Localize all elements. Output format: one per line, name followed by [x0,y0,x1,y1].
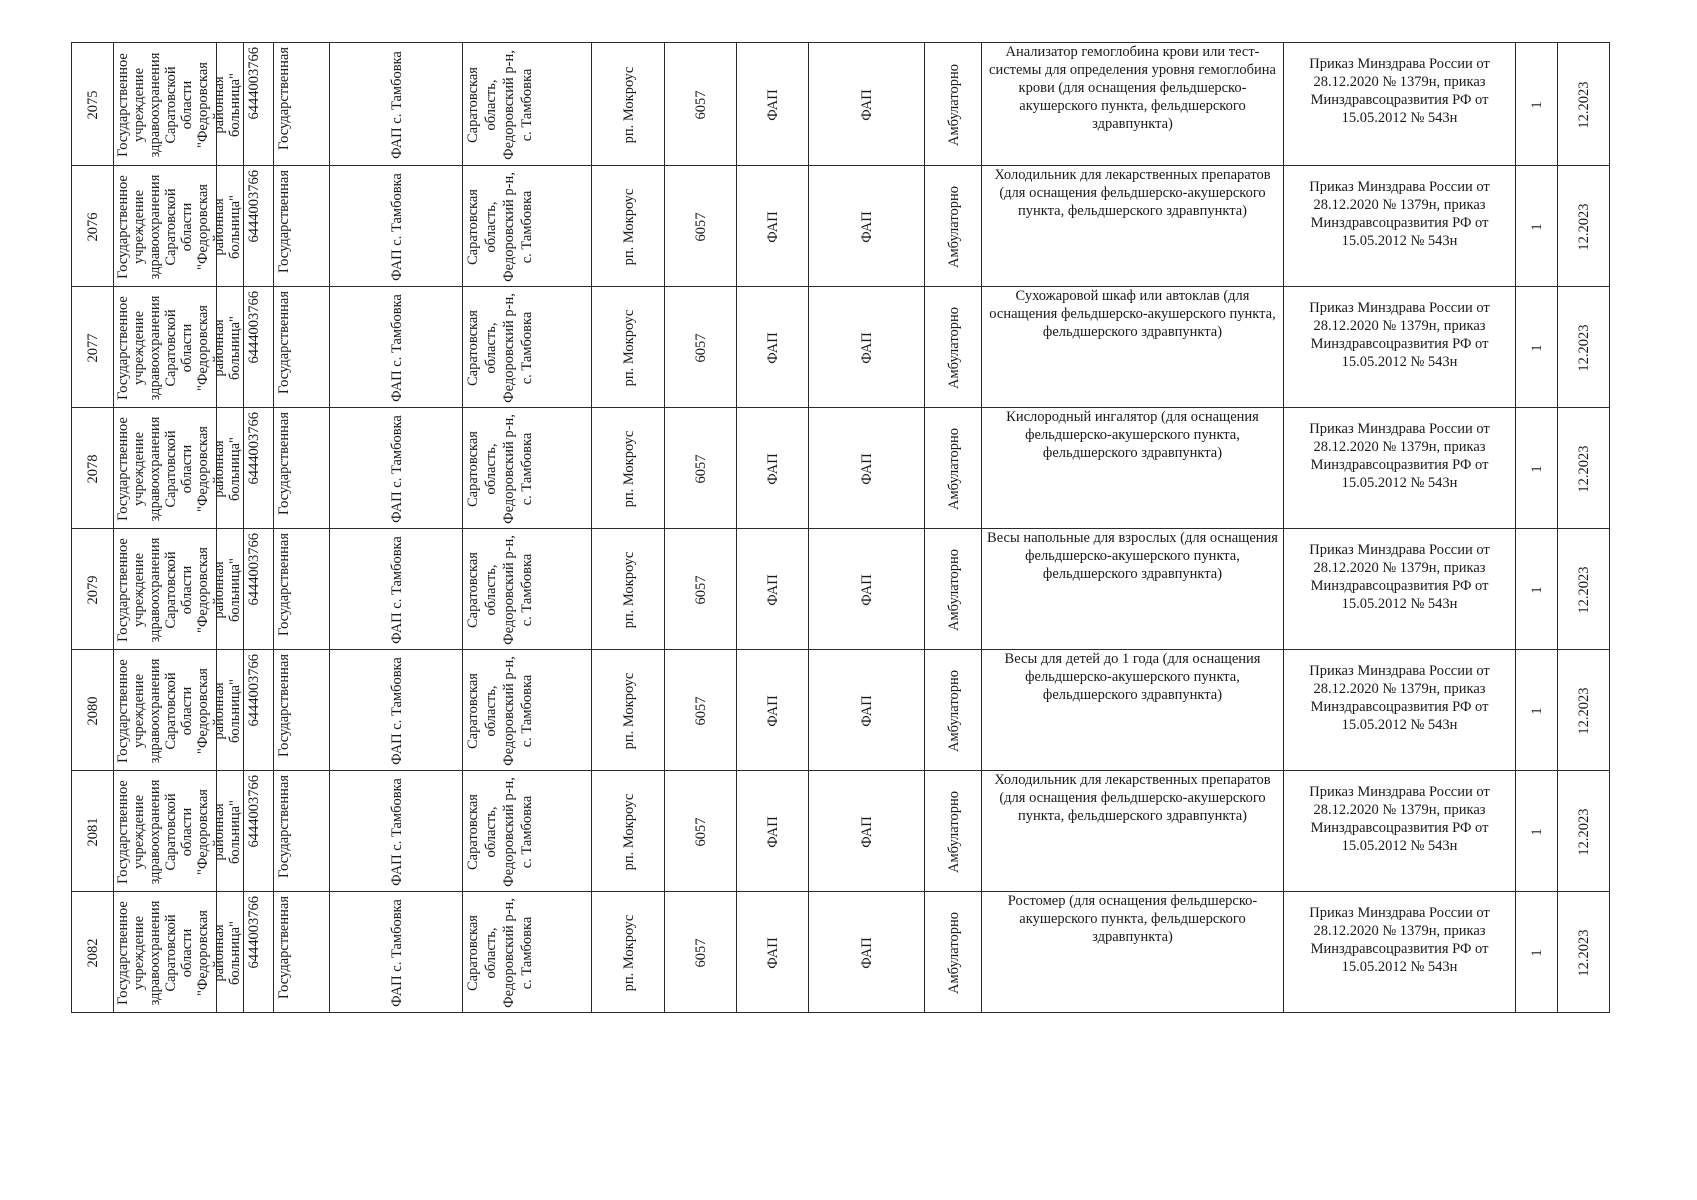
cell-basis: Приказ Минздрава России от 28.12.2020 № 1379н, приказ Минздравсоцразвития РФ от 15.05.2012 № 543н [1284,529,1516,650]
cell-basis: Приказ Минздрава России от 28.12.2020 № 1379н, приказ Минздравсоцразвития РФ от 15.05.2012 № 543н [1284,287,1516,408]
cell-care-form: Амбулаторно [925,43,982,166]
cell-settlement: рп. Мокроус [592,43,665,166]
cell-date: 12.2023 [1558,650,1610,771]
cell-quantity: 1 [1516,892,1558,1013]
cell-quantity: 1 [1516,650,1558,771]
table-row [72,650,1610,771]
cell-date: 12.2023 [1558,166,1610,287]
cell-number: 2082 [72,892,114,1013]
cell-care-form: Амбулаторно [925,892,982,1013]
cell-equipment: Анализатор гемоглобина крови или тест-системы для определения уровня гемоглобина крови (для оснащения фельдшерско-акушерского пункта, фельдшерского здравпункта) [982,43,1284,166]
cell-basis: Приказ Минздрава России от 28.12.2020 № 1379н, приказ Минздравсоцразвития РФ от 15.05.2012 № 543н [1284,771,1516,892]
cell-type: ФАП [737,287,809,408]
cell-subdivision: ФАП [809,771,925,892]
cell-inn: 6444003766 [244,408,274,529]
cell-type: ФАП [737,529,809,650]
equipment-register-table [71,42,1610,1013]
cell-equipment: Ростомер (для оснащения фельдшерско-акушерского пункта, фельдшерского здравпункта) [982,892,1284,1013]
cell-inn-spacer [217,529,244,650]
cell-basis: Приказ Минздрава России от 28.12.2020 № 1379н, приказ Минздравсоцразвития РФ от 15.05.2012 № 543н [1284,892,1516,1013]
cell-date: 12.2023 [1558,43,1610,166]
cell-facility: ФАП с. Тамбовка [330,892,463,1013]
cell-institution: Государственное учреждение здравоохранения Саратовской области "Федоровская районная больница" [114,650,217,771]
cell-settlement: рп. Мокроус [592,408,665,529]
cell-facility: ФАП с. Тамбовка [330,287,463,408]
table-row [72,771,1610,892]
cell-equipment: Холодильник для лекарственных препаратов (для оснащения фельдшерско-акушерского пункта, фельдшерского здравпункта) [982,166,1284,287]
cell-institution: Государственное учреждение здравоохранения Саратовской области "Федоровская районная больница" [114,43,217,166]
cell-ownership: Государственная [274,529,330,650]
cell-date: 12.2023 [1558,529,1610,650]
cell-type: ФАП [737,408,809,529]
table-row [72,408,1610,529]
cell-ownership: Государственная [274,408,330,529]
cell-code: 6057 [665,892,737,1013]
cell-settlement: рп. Мокроус [592,287,665,408]
cell-inn-spacer [217,408,244,529]
cell-facility: ФАП с. Тамбовка [330,650,463,771]
cell-care-form: Амбулаторно [925,771,982,892]
cell-code: 6057 [665,650,737,771]
cell-institution: Государственное учреждение здравоохранения Саратовской области "Федоровская районная больница" [114,166,217,287]
cell-subdivision: ФАП [809,43,925,166]
cell-address: Саратовская область, Федоровский р-н, с. Тамбовка [463,408,592,529]
cell-care-form: Амбулаторно [925,287,982,408]
cell-code: 6057 [665,287,737,408]
cell-subdivision: ФАП [809,287,925,408]
cell-institution: Государственное учреждение здравоохранения Саратовской области "Федоровская районная больница" [114,529,217,650]
cell-care-form: Амбулаторно [925,650,982,771]
cell-inn-spacer [217,650,244,771]
cell-care-form: Амбулаторно [925,529,982,650]
cell-ownership: Государственная [274,892,330,1013]
cell-code: 6057 [665,166,737,287]
cell-inn-spacer [217,892,244,1013]
cell-care-form: Амбулаторно [925,408,982,529]
cell-inn: 6444003766 [244,650,274,771]
cell-inn: 6444003766 [244,43,274,166]
cell-address: Саратовская область, Федоровский р-н, с. Тамбовка [463,287,592,408]
cell-number: 2078 [72,408,114,529]
cell-care-form: Амбулаторно [925,166,982,287]
cell-institution: Государственное учреждение здравоохранения Саратовской области "Федоровская районная больница" [114,287,217,408]
cell-subdivision: ФАП [809,892,925,1013]
cell-address: Саратовская область, Федоровский р-н, с. Тамбовка [463,650,592,771]
cell-quantity: 1 [1516,529,1558,650]
cell-address: Саратовская область, Федоровский р-н, с. Тамбовка [463,43,592,166]
cell-basis: Приказ Минздрава России от 28.12.2020 № 1379н, приказ Минздравсоцразвития РФ от 15.05.2012 № 543н [1284,43,1516,166]
cell-code: 6057 [665,408,737,529]
cell-inn: 6444003766 [244,529,274,650]
cell-subdivision: ФАП [809,408,925,529]
cell-inn: 6444003766 [244,166,274,287]
cell-address: Саратовская область, Федоровский р-н, с. Тамбовка [463,166,592,287]
cell-type: ФАП [737,650,809,771]
cell-equipment: Весы напольные для взрослых (для оснащения фельдшерско-акушерского пункта, фельдшерского здравпункта) [982,529,1284,650]
cell-number: 2080 [72,650,114,771]
cell-ownership: Государственная [274,650,330,771]
table-row [72,529,1610,650]
table-row [72,287,1610,408]
cell-facility: ФАП с. Тамбовка [330,43,463,166]
cell-code: 6057 [665,43,737,166]
cell-subdivision: ФАП [809,529,925,650]
cell-settlement: рп. Мокроус [592,529,665,650]
cell-inn: 6444003766 [244,287,274,408]
cell-number: 2075 [72,43,114,166]
cell-inn: 6444003766 [244,771,274,892]
cell-facility: ФАП с. Тамбовка [330,771,463,892]
cell-date: 12.2023 [1558,408,1610,529]
cell-ownership: Государственная [274,287,330,408]
cell-address: Саратовская область, Федоровский р-н, с. Тамбовка [463,529,592,650]
cell-type: ФАП [737,43,809,166]
cell-facility: ФАП с. Тамбовка [330,166,463,287]
cell-settlement: рп. Мокроус [592,892,665,1013]
cell-quantity: 1 [1516,43,1558,166]
cell-institution: Государственное учреждение здравоохранения Саратовской области "Федоровская районная больница" [114,408,217,529]
cell-settlement: рп. Мокроус [592,650,665,771]
cell-equipment: Сухожаровой шкаф или автоклав (для оснащения фельдшерско-акушерского пункта, фельдшерского здравпункта) [982,287,1284,408]
cell-type: ФАП [737,771,809,892]
cell-settlement: рп. Мокроус [592,771,665,892]
cell-quantity: 1 [1516,408,1558,529]
cell-ownership: Государственная [274,43,330,166]
cell-subdivision: ФАП [809,166,925,287]
cell-quantity: 1 [1516,771,1558,892]
cell-basis: Приказ Минздрава России от 28.12.2020 № 1379н, приказ Минздравсоцразвития РФ от 15.05.2012 № 543н [1284,408,1516,529]
table-row [72,892,1610,1013]
cell-date: 12.2023 [1558,771,1610,892]
cell-type: ФАП [737,892,809,1013]
cell-inn: 6444003766 [244,892,274,1013]
cell-quantity: 1 [1516,166,1558,287]
cell-ownership: Государственная [274,771,330,892]
cell-address: Саратовская область, Федоровский р-н, с. Тамбовка [463,771,592,892]
cell-inn-spacer [217,287,244,408]
cell-equipment: Весы для детей до 1 года (для оснащения фельдшерско-акушерского пункта, фельдшерского здравпункта) [982,650,1284,771]
cell-equipment: Кислородный ингалятор (для оснащения фельдшерско-акушерского пункта, фельдшерского здравпункта) [982,408,1284,529]
cell-code: 6057 [665,529,737,650]
table-row [72,43,1610,166]
cell-settlement: рп. Мокроус [592,166,665,287]
cell-inn-spacer [217,166,244,287]
cell-inn-spacer [217,771,244,892]
cell-code: 6057 [665,771,737,892]
cell-quantity: 1 [1516,287,1558,408]
cell-number: 2081 [72,771,114,892]
cell-equipment: Холодильник для лекарственных препаратов (для оснащения фельдшерско-акушерского пункта, фельдшерского здравпункта) [982,771,1284,892]
cell-subdivision: ФАП [809,650,925,771]
cell-address: Саратовская область, Федоровский р-н, с. Тамбовка [463,892,592,1013]
cell-number: 2077 [72,287,114,408]
cell-basis: Приказ Минздрава России от 28.12.2020 № 1379н, приказ Минздравсоцразвития РФ от 15.05.2012 № 543н [1284,650,1516,771]
cell-date: 12.2023 [1558,287,1610,408]
cell-institution: Государственное учреждение здравоохранения Саратовской области "Федоровская районная больница" [114,771,217,892]
cell-facility: ФАП с. Тамбовка [330,408,463,529]
cell-number: 2076 [72,166,114,287]
cell-date: 12.2023 [1558,892,1610,1013]
cell-number: 2079 [72,529,114,650]
cell-ownership: Государственная [274,166,330,287]
table-row [72,166,1610,287]
cell-inn-spacer [217,43,244,166]
cell-facility: ФАП с. Тамбовка [330,529,463,650]
cell-type: ФАП [737,166,809,287]
cell-basis: Приказ Минздрава России от 28.12.2020 № 1379н, приказ Минздравсоцразвития РФ от 15.05.2012 № 543н [1284,166,1516,287]
cell-institution: Государственное учреждение здравоохранения Саратовской области "Федоровская районная больница" [114,892,217,1013]
